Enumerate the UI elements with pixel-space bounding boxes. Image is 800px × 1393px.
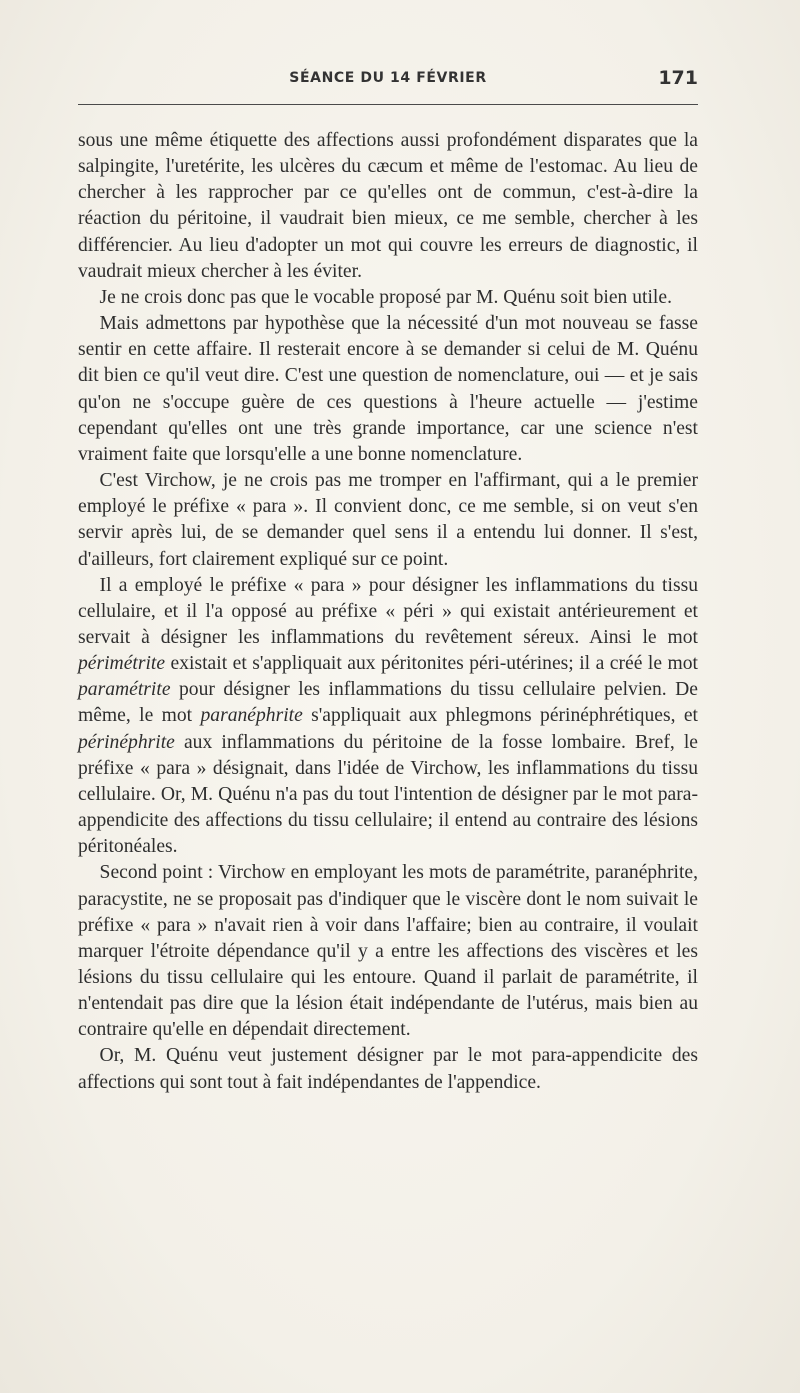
text-run: pour désigner les inflammations du tissu cellulaire pelvien. De même, le mot xyxy=(78,679,698,727)
paragraph xyxy=(78,311,698,468)
text-run: Mais admettons par hypothèse que la nécessité d'un mot nouveau se fasse sentir en cette affaire. Il resterait encore à se demander si celui de M. Quénu dit bien ce qu'il veut dire. C'est une question de nomenclature, oui — et je sais qu'on ne s'occupe guère de ces questions à l'heure actuelle — j'estime cependant qu'elles ont une très grande importance, car une science n'est vraiment faite que lorsqu'elle a une bonne nomenclature. xyxy=(78,313,698,465)
page-number: 171 xyxy=(658,67,698,89)
page-header xyxy=(78,67,698,94)
italic-term: périnéphrite xyxy=(78,731,175,753)
italic-term: périmétrite xyxy=(78,653,166,675)
text-run: existait et s'appliquait aux péritonites péri-utérines; il a créé le mot xyxy=(165,653,698,675)
paragraph xyxy=(78,860,698,1043)
paragraph xyxy=(78,1043,698,1095)
text-run: Or, M. Quénu veut justement désigner par le mot para-appendicite des affections qui sont tout à fait indépendantes de l'appendice. xyxy=(78,1045,698,1093)
text-run: s'appliquait aux phlegmons périnéphrétiques, et xyxy=(302,705,698,727)
paragraph xyxy=(78,128,698,285)
italic-term: paranéphrite xyxy=(200,705,303,727)
header-rule xyxy=(78,104,698,105)
text-run: C'est Virchow, je ne crois pas me tromper en l'affirmant, qui a le premier employé le préfixe « para ». Il convient donc, ce me semble, si on veut s'en servir après lui, de se demander quel sens il a entendu lui donner. Il s'est, d'ailleurs, fort clairement expliqué sur ce point. xyxy=(78,470,698,570)
text-run: sous une même étiquette des affections aussi profondément disparates que la salpingite, l'uretérite, les ulcères du cæcum et même de l'estomac. Au lieu de chercher à les rapprocher par ce qu'elles ont de commun, c'est-à-dire la réaction du péritoine, il vaudrait bien mieux, ce me semble, chercher à les différencier. Au lieu d'adopter un mot qui couvre les erreurs de diagnostic, il vaudrait mieux chercher à les éviter. xyxy=(78,130,698,282)
italic-term: paramétrite xyxy=(78,679,171,701)
body-text xyxy=(78,128,698,1096)
paragraph xyxy=(78,573,698,861)
paragraph xyxy=(78,285,698,311)
text-run: Il a employé le préfixe « para » pour désigner les inflammations du tissu cellulaire, et il l'a opposé au préfixe « péri » qui existait antérieurement et servait à désigner les inflammations du revêtement séreux. Ainsi le mot xyxy=(78,574,698,648)
paragraph xyxy=(78,468,698,573)
text-run: Je ne crois donc pas que le vocable proposé par M. Quénu soit bien utile. xyxy=(99,286,672,308)
running-title: SÉANCE DU 14 FÉVRIER xyxy=(289,70,487,86)
text-run: Second point : Virchow en employant les mots de paramétrite, paranéphrite, paracystite, ne se proposait pas d'indiquer que le viscère dont le nom suivait le préfixe « para » n'avait rien à voir dans l'affaire; bien au contraire, il voulait marquer l'étroite dépendance qu'il y a entre les affections des viscères et les lésions du tissu cellulaire qui les entoure. Quand il parlait de paramétrite, il n'entendait pas dire que la lésion était indépendante de l'utérus, mais bien au contraire qu'elle en dépendait directement. xyxy=(78,862,698,1041)
text-run: aux inflammations du péritoine de la fosse lombaire. Bref, le préfixe « para » désignait, dans l'idée de Virchow, les inflammations du tissu cellulaire. Or, M. Quénu n'a pas du tout l'intention de désigner par le mot para-appendicite des affections du tissu cellulaire; il entend au contraire des lésions péritonéales. xyxy=(78,731,698,858)
